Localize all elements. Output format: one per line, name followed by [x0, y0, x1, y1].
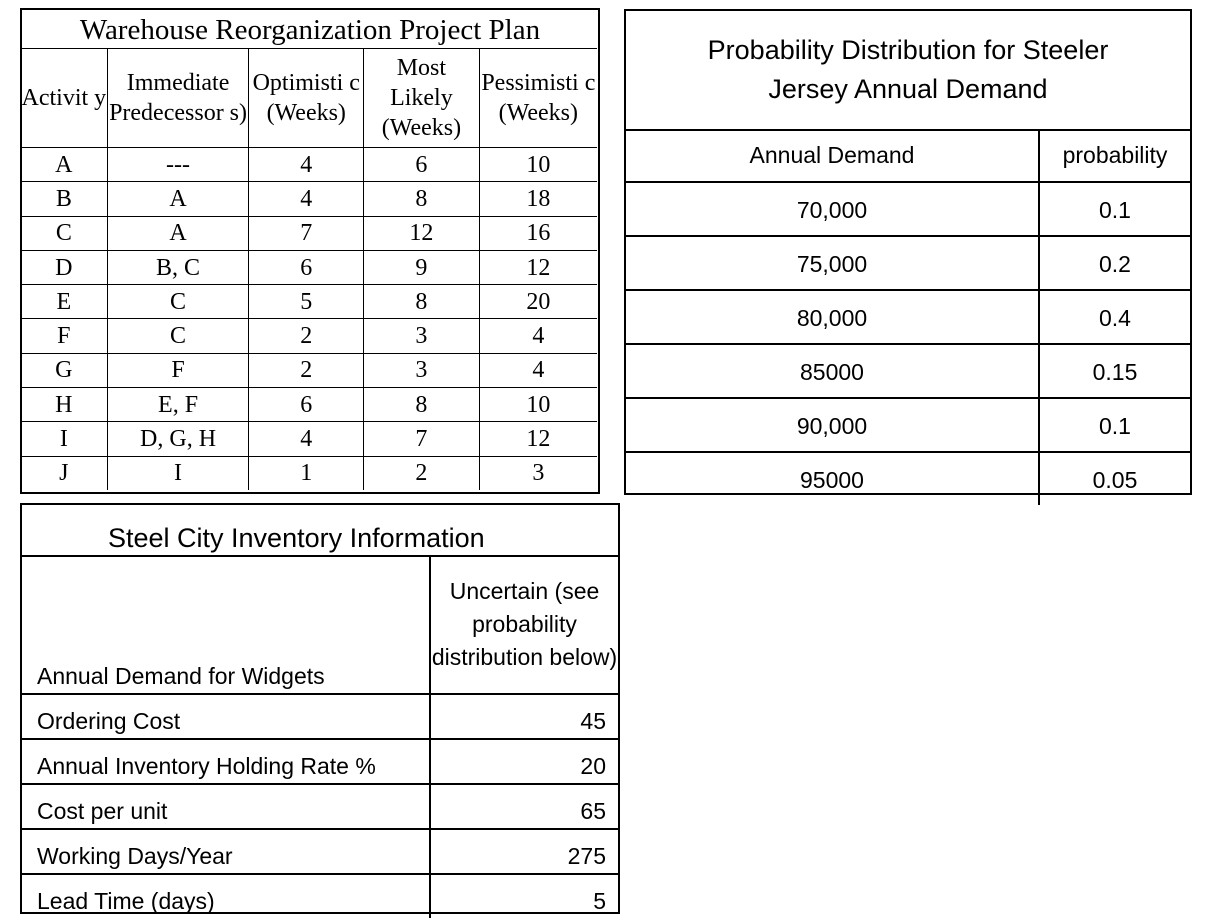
header-most-likely: Most Likely (Weeks) — [364, 49, 480, 148]
activity-cell: B — [21, 182, 107, 216]
table-row — [21, 388, 597, 422]
probability-grid — [626, 129, 1190, 505]
predecessor-cell: E, F — [107, 388, 249, 422]
table-row — [22, 784, 618, 829]
probability-cell: 0.05 — [1092, 466, 1138, 493]
pessimistic-cell: 10 — [479, 388, 597, 422]
inventory-value-cell: 20 — [430, 739, 618, 784]
probability-cell: 0.15 — [1039, 344, 1190, 398]
pessimistic-cell: 12 — [479, 422, 597, 456]
table-row — [626, 344, 1190, 398]
inventory-value-cell: Uncertain (see probability distribution below) — [430, 557, 618, 694]
table-row — [21, 250, 597, 284]
project-plan-table — [20, 8, 600, 494]
demand-cell: 70,000 — [626, 182, 1039, 236]
most-likely-cell: 12 — [364, 216, 480, 250]
header-pessimistic: Pessimisti c (Weeks) — [479, 49, 597, 148]
demand-cell: 90,000 — [626, 398, 1039, 452]
probability-title — [626, 11, 1190, 131]
inventory-label-cell: Cost per unit — [22, 784, 430, 829]
table-row — [626, 290, 1190, 344]
pessimistic-cell: 12 — [479, 250, 597, 284]
predecessor-cell: A — [107, 216, 249, 250]
most-likely-cell: 2 — [364, 456, 480, 490]
most-likely-cell: 3 — [364, 353, 480, 387]
optimistic-cell: 1 — [249, 456, 364, 490]
header-activity: Activit y — [21, 49, 107, 148]
activity-cell: E — [21, 285, 107, 319]
inventory-value-cell: 275 — [430, 829, 618, 874]
demand-cell: 95000 — [626, 452, 1039, 505]
activity-cell: I — [21, 422, 107, 456]
inventory-value-cell: 45 — [430, 694, 618, 739]
table-row — [21, 216, 597, 250]
pessimistic-cell: 18 — [479, 182, 597, 216]
demand-cell: 75,000 — [626, 236, 1039, 290]
optimistic-cell: 6 — [249, 388, 364, 422]
probability-cell: 0.2 — [1039, 236, 1190, 290]
predecessor-cell: C — [107, 319, 249, 353]
most-likely-cell: 8 — [364, 182, 480, 216]
probability-cell: 0.1 — [1039, 182, 1190, 236]
header-probability: probability — [1039, 129, 1190, 182]
inventory-label-cell: Annual Demand for Widgets — [22, 557, 430, 694]
probability-cell: 0.4 — [1039, 290, 1190, 344]
table-row — [626, 236, 1190, 290]
inventory-label-cell: Lead Time (days) — [22, 874, 430, 918]
header-optimistic: Optimisti c (Weeks) — [249, 49, 364, 148]
probability-distribution-table — [624, 9, 1192, 495]
activity-cell: J — [21, 456, 107, 490]
inventory-value-cell: 65 — [430, 784, 618, 829]
table-row — [22, 829, 618, 874]
project-plan-header-row — [21, 49, 597, 148]
table-row — [21, 353, 597, 387]
pessimistic-cell: 3 — [479, 456, 597, 490]
probability-header-row — [626, 129, 1190, 182]
most-likely-cell: 6 — [364, 148, 480, 182]
inventory-label-cell: Working Days/Year — [22, 829, 430, 874]
pessimistic-cell: 16 — [479, 216, 597, 250]
optimistic-cell: 4 — [249, 422, 364, 456]
pessimistic-cell: 4 — [479, 319, 597, 353]
optimistic-cell: 4 — [249, 182, 364, 216]
inventory-grid — [22, 557, 618, 918]
demand-cell: 80,000 — [626, 290, 1039, 344]
table-row — [21, 456, 597, 490]
activity-cell: C — [21, 216, 107, 250]
demand-cell: 85000 — [626, 344, 1039, 398]
optimistic-cell: 2 — [249, 319, 364, 353]
project-plan-title: Warehouse Reorganization Project Plan — [79, 14, 541, 46]
most-likely-cell: 8 — [364, 285, 480, 319]
activity-cell: F — [21, 319, 107, 353]
table-row — [21, 148, 597, 182]
project-plan-grid — [21, 48, 597, 490]
optimistic-cell: 6 — [249, 250, 364, 284]
most-likely-cell: 3 — [364, 319, 480, 353]
header-annual-demand: Annual Demand — [626, 129, 1039, 182]
activity-cell: A — [21, 148, 107, 182]
optimistic-cell: 7 — [249, 216, 364, 250]
probability-cell: 0.1 — [1039, 398, 1190, 452]
table-row — [22, 557, 618, 694]
probability-title-text: Probability Distribution for Steeler Jersey Annual Demand — [707, 35, 1109, 104]
most-likely-cell: 8 — [364, 388, 480, 422]
table-row — [21, 285, 597, 319]
predecessor-cell: B, C — [107, 250, 249, 284]
optimistic-cell: 4 — [249, 148, 364, 182]
inventory-title: Steel City Inventory Information — [22, 505, 618, 557]
table-row — [22, 739, 618, 784]
inventory-value-cell: 5 — [593, 888, 606, 914]
predecessor-cell: I — [107, 456, 249, 490]
table-row — [21, 422, 597, 456]
inventory-info-table — [20, 503, 620, 914]
optimistic-cell: 2 — [249, 353, 364, 387]
table-row — [21, 182, 597, 216]
pessimistic-cell: 10 — [479, 148, 597, 182]
pessimistic-cell: 20 — [479, 285, 597, 319]
table-row — [22, 694, 618, 739]
table-row — [626, 398, 1190, 452]
predecessor-cell: F — [107, 353, 249, 387]
inventory-label-cell: Ordering Cost — [22, 694, 430, 739]
pessimistic-cell: 4 — [479, 353, 597, 387]
most-likely-cell: 9 — [364, 250, 480, 284]
activity-cell: D — [21, 250, 107, 284]
inventory-label-cell: Annual Inventory Holding Rate % — [22, 739, 430, 784]
table-row — [626, 182, 1190, 236]
table-row — [626, 452, 1190, 505]
table-row — [22, 874, 618, 918]
most-likely-cell: 7 — [364, 422, 480, 456]
header-predecessors: Immediate Predecessor s) — [107, 49, 249, 148]
table-row — [21, 319, 597, 353]
optimistic-cell: 5 — [249, 285, 364, 319]
predecessor-cell: D, G, H — [107, 422, 249, 456]
predecessor-cell: --- — [107, 148, 249, 182]
activity-cell: H — [21, 388, 107, 422]
predecessor-cell: A — [107, 182, 249, 216]
activity-cell: G — [21, 353, 107, 387]
predecessor-cell: C — [107, 285, 249, 319]
